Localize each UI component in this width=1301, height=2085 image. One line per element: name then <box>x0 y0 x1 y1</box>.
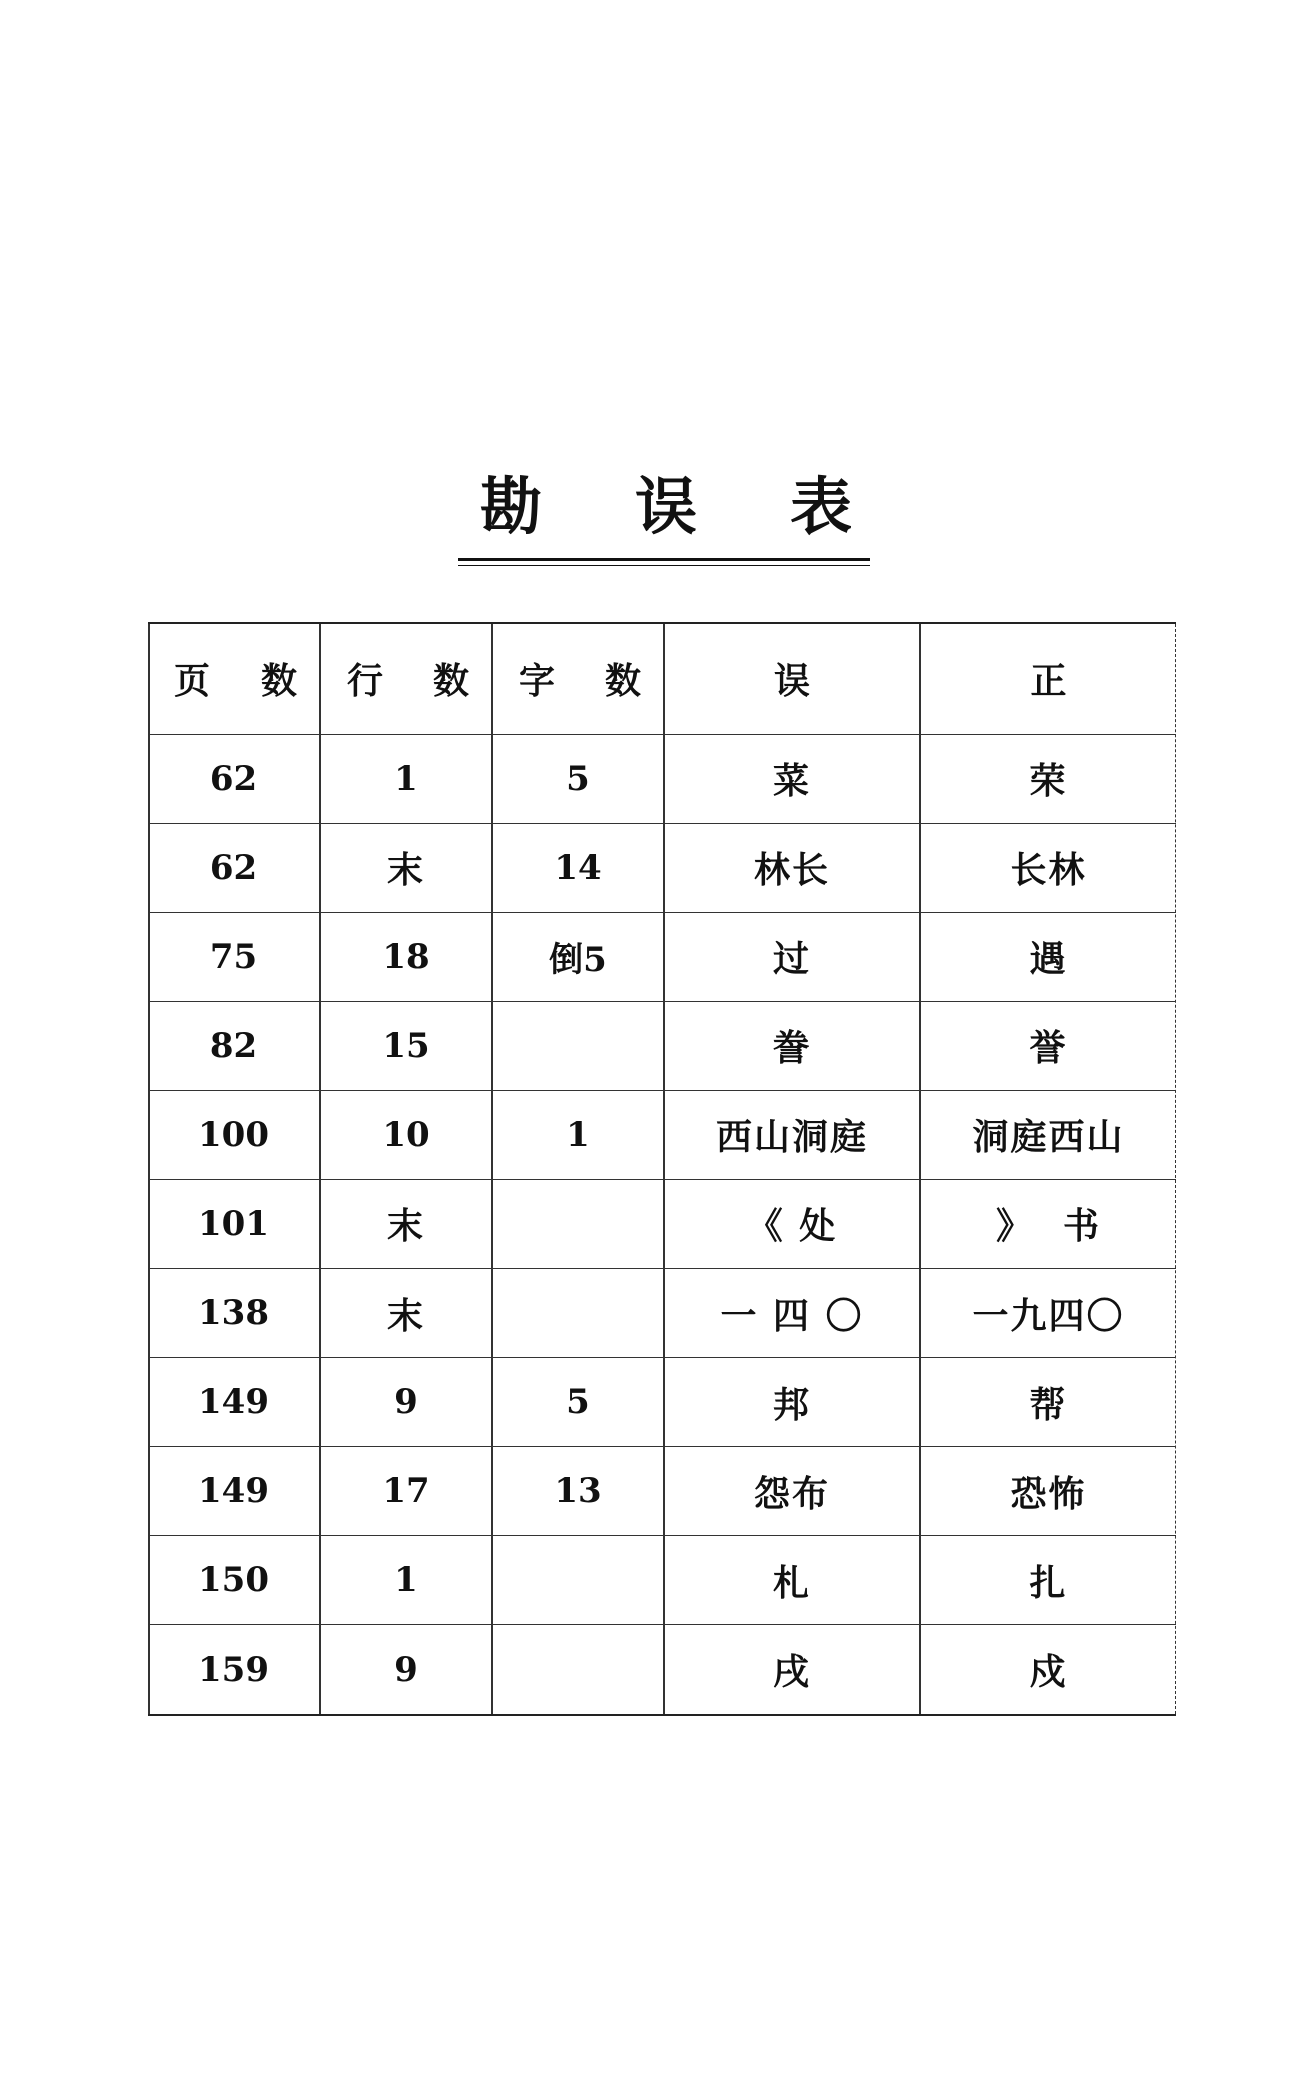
cell-char <box>492 1179 664 1268</box>
cell-right: 恐怖 <box>920 1447 1176 1536</box>
table-row <box>148 1447 1176 1536</box>
cell-char: 1 <box>492 1090 664 1179</box>
cell-page: 62 <box>148 823 320 912</box>
header-page <box>148 624 320 734</box>
cell-char: 5 <box>492 1358 664 1447</box>
cell-line: 1 <box>320 734 492 823</box>
header-wrong: 误 <box>664 624 920 734</box>
table-row <box>148 823 1176 912</box>
cell-line: 末 <box>320 1268 492 1357</box>
table-row <box>148 1536 1176 1625</box>
cell-char: 14 <box>492 823 664 912</box>
header-char <box>492 624 664 734</box>
cell-wrong: 一 四 〇 <box>664 1268 920 1357</box>
errata-table-frame <box>148 622 1176 1716</box>
cell-wrong: 邦 <box>664 1358 920 1447</box>
table-row <box>148 1358 1176 1447</box>
header-char-char: 字 <box>519 660 556 703</box>
table-row <box>148 1179 1176 1268</box>
cell-wrong: 《 处 <box>664 1179 920 1268</box>
cell-line: 17 <box>320 1447 492 1536</box>
cell-right: 荣 <box>920 734 1176 823</box>
cell-wrong: 怨布 <box>664 1447 920 1536</box>
header-right: 正 <box>920 624 1176 734</box>
title-block <box>458 470 870 566</box>
cell-right: 一九四〇 <box>920 1268 1176 1357</box>
title-char: 误 <box>634 470 697 543</box>
cell-wrong: 菜 <box>664 734 920 823</box>
cell-line: 末 <box>320 1179 492 1268</box>
table-row <box>148 1268 1176 1357</box>
cell-line: 9 <box>320 1358 492 1447</box>
cell-char: 5 <box>492 734 664 823</box>
table-row <box>148 734 1176 823</box>
cell-char: 倒5 <box>492 912 664 1001</box>
cell-right: 》 书 <box>920 1179 1176 1268</box>
cell-page: 75 <box>148 912 320 1001</box>
cell-page: 100 <box>148 1090 320 1179</box>
cell-page: 62 <box>148 734 320 823</box>
cell-right: 洞庭西山 <box>920 1090 1176 1179</box>
cell-line: 1 <box>320 1536 492 1625</box>
cell-char <box>492 1536 664 1625</box>
page-title <box>458 470 870 544</box>
cell-wrong: 林长 <box>664 823 920 912</box>
header-page-char: 页 <box>174 660 211 703</box>
title-underline <box>458 558 870 561</box>
table-row <box>148 912 1176 1001</box>
cell-char <box>492 1625 664 1714</box>
cell-page: 149 <box>148 1358 320 1447</box>
cell-wrong: 誊 <box>664 1001 920 1090</box>
cell-right: 扎 <box>920 1536 1176 1625</box>
header-line-char: 数 <box>432 660 469 703</box>
table-row <box>148 1001 1176 1090</box>
cell-right: 帮 <box>920 1358 1176 1447</box>
header-line <box>320 624 492 734</box>
header-page-char: 数 <box>260 660 297 703</box>
table-row <box>148 1090 1176 1179</box>
cell-right: 戍 <box>920 1625 1176 1714</box>
cell-line: 18 <box>320 912 492 1001</box>
header-line-char: 行 <box>347 660 384 703</box>
cell-page: 138 <box>148 1268 320 1357</box>
cell-line: 15 <box>320 1001 492 1090</box>
cell-right: 长林 <box>920 823 1176 912</box>
cell-line: 10 <box>320 1090 492 1179</box>
cell-wrong: 西山洞庭 <box>664 1090 920 1179</box>
header-row <box>148 624 1176 734</box>
title-underline-thin <box>458 565 870 566</box>
title-char: 勘 <box>480 470 543 543</box>
table-row <box>148 1625 1176 1714</box>
cell-char <box>492 1001 664 1090</box>
cell-line: 末 <box>320 823 492 912</box>
cell-page: 149 <box>148 1447 320 1536</box>
cell-page: 159 <box>198 1649 269 1690</box>
cell-page: 82 <box>148 1001 320 1090</box>
cell-wrong: 戌 <box>664 1625 920 1714</box>
cell-page: 101 <box>148 1179 320 1268</box>
header-char-char: 数 <box>604 660 641 703</box>
cell-right: 誉 <box>920 1001 1176 1090</box>
cell-wrong: 过 <box>664 912 920 1001</box>
cell-char: 13 <box>492 1447 664 1536</box>
errata-table <box>148 624 1176 1714</box>
cell-line: 9 <box>320 1625 492 1714</box>
cell-page: 150 <box>148 1536 320 1625</box>
cell-wrong: 札 <box>664 1536 920 1625</box>
title-char: 表 <box>789 470 852 543</box>
cell-char <box>492 1268 664 1357</box>
cell-right: 遇 <box>920 912 1176 1001</box>
